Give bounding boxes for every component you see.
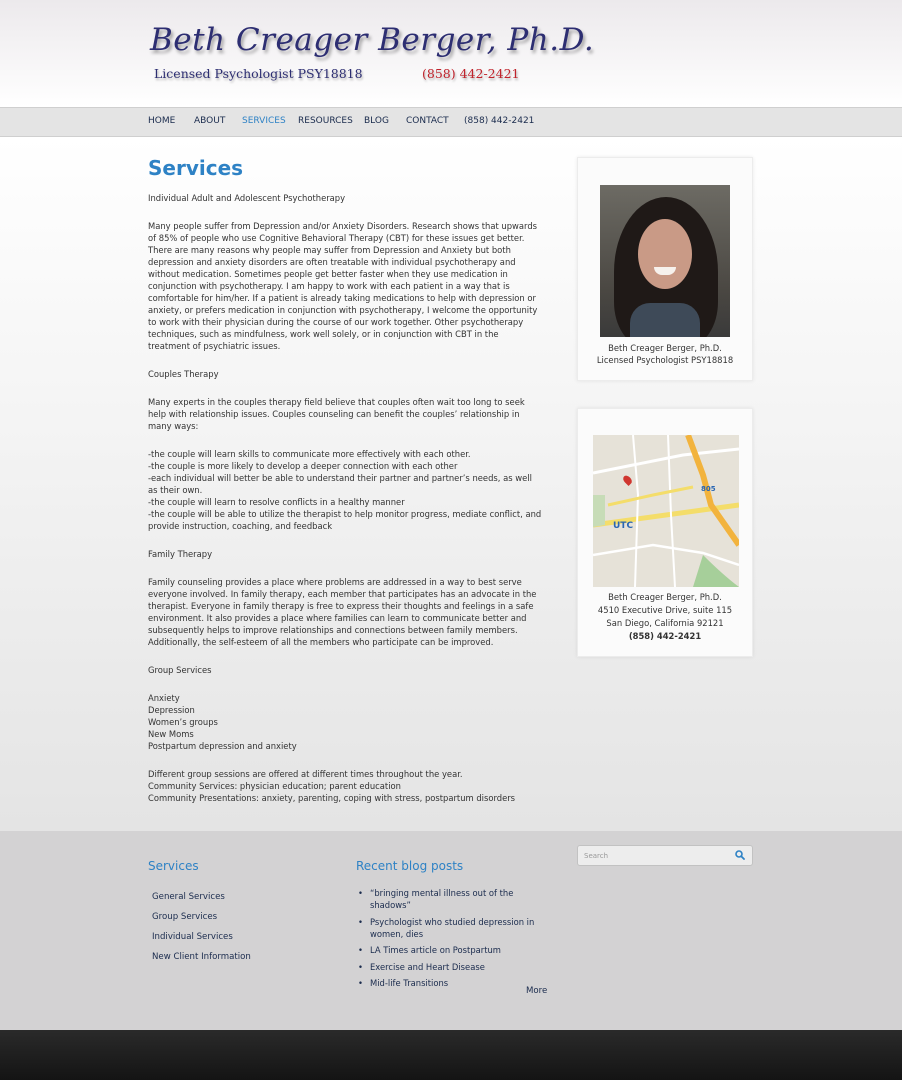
section-heading: Couples Therapy	[148, 369, 219, 379]
footer-link-general-services[interactable]: General Services	[152, 892, 225, 902]
profile-card	[577, 157, 753, 381]
main-nav	[0, 107, 902, 137]
list-item: Depression	[148, 705, 195, 715]
main-content	[0, 137, 902, 831]
site-header	[0, 0, 902, 107]
search-input[interactable]: Search	[584, 852, 609, 860]
nav-resources[interactable]: RESOURCES	[298, 116, 353, 126]
nav-home[interactable]: HOME	[148, 116, 176, 126]
map-label-805: 805	[701, 485, 716, 493]
nav-about[interactable]: ABOUT	[194, 116, 226, 126]
nav-services[interactable]: SERVICES	[242, 116, 286, 126]
photo-caption-name: Beth Creager Berger, Ph.D.	[608, 343, 722, 353]
paragraph: Different group sessions are offered at different times throughout the year.	[148, 769, 463, 779]
footer-widgets	[0, 831, 902, 1030]
paragraph: Community Presentations: anxiety, parenting, coping with stress, postpartum disorders	[148, 793, 516, 803]
list-item: New Moms	[148, 729, 194, 739]
nav-phone[interactable]: (858) 442-2421	[464, 116, 535, 126]
list-item: -the couple will learn skills to communicate more effectively with each other.	[148, 449, 471, 459]
blog-post-link[interactable]: • “bringing mental illness out of the shadows”	[358, 887, 553, 911]
blog-post-link[interactable]: • Psychologist who studied depression in women, dies	[358, 916, 553, 940]
list-item: -the couple is more likely to develop a deeper connection with each other	[148, 461, 458, 471]
page-title: Services	[148, 156, 244, 180]
footer-link-new-client-info[interactable]: New Client Information	[152, 952, 251, 962]
address-phone[interactable]: (858) 442-2421	[628, 631, 702, 641]
location-map[interactable]	[593, 435, 739, 587]
blog-post-link[interactable]: • LA Times article on Postpartum	[358, 944, 553, 956]
footer-blog-title: Recent blog posts	[356, 859, 464, 873]
services-article	[148, 192, 543, 804]
section-heading: Individual Adult and Adolescent Psychotherapy	[148, 193, 346, 203]
paragraph: Many people suffer from Depression and/or Anxiety Disorders. Research shows that upwards of 85% of people who use Cognitive Behavioral Therapy (CBT) for these issues get better. There are many reasons why people may suffer from Depression and Anxiety but both depression and anxiety disorders are often treatable with individual psychotherapy and without medication. Sometimes people get better faster when they use medication in conjunction with psychotherapy. I am happy to work with each patient in a way that is comfortable for him/her. If a patient is already taking medications to help with depression or anxiety, or prefers medication in conjunction with psychotherapy, I welcome the opportunity to work with their physician during the course of our work together. Other psychotherapy techniques, such as mindfulness, work well solely, or in conjunction with CBT in the treatment of psychiatric issues.	[148, 221, 538, 351]
list-item: Anxiety	[148, 693, 180, 703]
list-item: -the couple will learn to resolve conflicts in a healthy manner	[148, 497, 405, 507]
footer-link-group-services[interactable]: Group Services	[152, 912, 218, 922]
footer-services-title: Services	[148, 859, 199, 873]
search-icon[interactable]	[735, 850, 745, 860]
list-item: -each individual will better be able to understand their partner and partner’s needs, as well as their own.	[148, 473, 532, 495]
site-footer-bar	[0, 1030, 902, 1080]
photo-caption-license: Licensed Psychologist PSY18818	[596, 355, 734, 365]
address-line-1: 4510 Executive Drive, suite 115	[597, 605, 733, 615]
blog-post-link[interactable]: • Exercise and Heart Disease	[358, 961, 553, 973]
recent-posts-list	[358, 887, 553, 994]
site-logo-phone: (858) 442-2421	[422, 66, 520, 81]
map-label-utc: UTC	[613, 521, 634, 531]
site-logo-name[interactable]: Beth Creager Berger, Ph.D.	[150, 22, 595, 58]
search-box[interactable]	[577, 845, 753, 866]
map-roads	[593, 435, 739, 587]
profile-photo	[600, 185, 730, 337]
paragraph: Family counseling provides a place where problems are addressed in a way to best serve everyone involved. In family therapy, each member that participates has an advocate in the therapist. Everyone in family therapy is free to express their thoughts and feelings in a safe environment. It also provides a place where families can learn to communicate better and subsequently helps to improve relationships and connections between family members. Additionally, the self-esteem of all the members who participate can be improved.	[148, 577, 537, 647]
list-item: Women’s groups	[148, 717, 218, 727]
location-card	[577, 408, 753, 657]
paragraph: Many experts in the couples therapy field believe that couples often wait too long to seek help with relationship issues. Couples counseling can benefit the couples’ relationship in many ways:	[148, 397, 525, 431]
nav-blog[interactable]: BLOG	[364, 116, 389, 126]
paragraph: Community Services: physician education; parent education	[148, 781, 401, 791]
list-item: Postpartum depression and anxiety	[148, 741, 297, 751]
list-item: -the couple will be able to utilize the therapist to help monitor progress, mediate conflict, and provide instruction, coaching, and feedback	[148, 509, 542, 531]
nav-contact[interactable]: CONTACT	[406, 116, 449, 126]
footer-link-individual-services[interactable]: Individual Services	[152, 932, 233, 942]
section-heading: Family Therapy	[148, 549, 213, 559]
more-posts-link[interactable]: More	[526, 986, 548, 996]
address-line-2: San Diego, California 92121	[606, 618, 724, 628]
address-name: Beth Creager Berger, Ph.D.	[608, 592, 722, 602]
site-logo-license: Licensed Psychologist PSY18818	[154, 66, 363, 81]
blog-post-link[interactable]: • Mid-life Transitions	[358, 977, 553, 989]
section-heading: Group Services	[148, 665, 212, 675]
